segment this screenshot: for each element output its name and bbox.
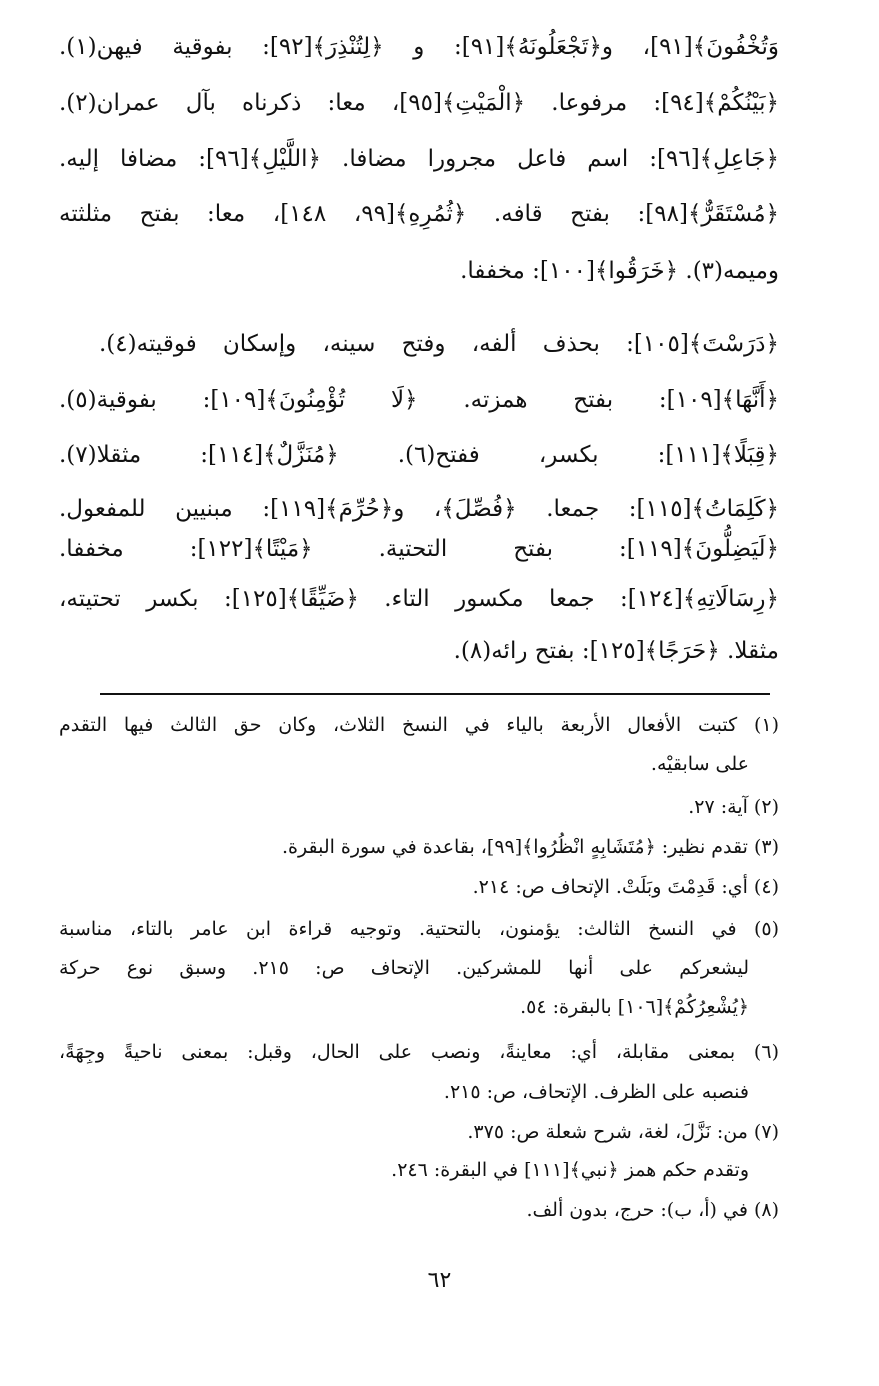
main-text-line: وميمه(٣). ﴿خَرَقُوا﴾[١٠٠]: مخففا. [460,258,779,284]
footnote-line: (٢) آية: ٢٧. [688,796,779,818]
main-text-line: ﴿دَرَسْتَ﴾[١٠٥]: بحذف ألفه، وفتح سينه، وإسكان فوقيته(٤). [99,331,779,357]
footnote-line: فنصبه على الظرف. الإتحاف، ص: ٢١٥. [443,1081,749,1103]
page-number: ٦٢ [427,1268,452,1293]
main-text-line: ﴿أَنَّهَا﴾[١٠٩]: بفتح همزته. ﴿لَا تُؤْمِنُونَ﴾[١٠٩]: بفوقية(٥). [59,387,779,413]
main-text-line: ﴿كَلِمَاتُ﴾[١١٥]: جمعا. ﴿فُصِّلَ﴾، و﴿حُرِّمَ﴾[١١٩]: مبنيين للمفعول. [59,496,779,522]
footnote-separator [100,693,770,695]
footnote-line: (٥) في النسخ الثالث: يؤمنون، بالتحتية. وتوجيه قراءة ابن عامر بالتاء، مناسبة [59,918,779,940]
footnote-line: ﴿يُشْعِرُكُمْ﴾[١٠٦] بالبقرة: ٥٤. [520,996,749,1018]
main-text-line: ﴿مُسْتَقَرٌّ﴾[٩٨]: بفتح قافه. ﴿ثُمُرِهِ﴾[٩٩، ١٤٨]، معا: بفتح مثلثته [59,201,780,227]
main-text-line: مثقلا. ﴿حَرَجًا﴾[١٢٥]: بفتح رائه(٨). [453,638,779,664]
main-text-line: ﴿رِسَالَاتِهِ﴾[١٢٤]: جمعا مكسور التاء. ﴿ضَيِّقًا﴾[١٢٥]: بكسر تحتيته، [59,586,780,612]
footnote-line: وتقدم حكم همز ﴿نبي﴾[١١١] في البقرة: ٢٤٦. [391,1159,749,1181]
footnote-line: (٦) بمعنى مقابلة، أي: معاينةً، ونصب على الحال، وقبل: بمعنى ناحيةً وجِهَةً، [59,1041,779,1063]
footnote-line: (٤) أي: قَدِمْتَ وبَلَتْ. الإتحاف ص: ٢١٤. [472,876,779,898]
main-text-line: ﴿قِبَلًا﴾[١١١]: بكسر، ففتح(٦). ﴿مُنَزَّلٌ﴾[١١٤]: مثقلا(٧). [59,442,780,468]
footnote-line: على سابقيْه. [650,753,749,775]
footnote-line: (٧) من: نَزَّلَ، لغة، شرح شعلة ص: ٣٧٥. [467,1121,779,1143]
footnote-line: (٣) تقدم نظير: ﴿مُتَشَابِهٍ انْظُرُوا﴾[٩٩]، بقاعدة في سورة البقرة. [282,836,779,858]
main-text-line: ﴿جَاعِلِ﴾[٩٦]: اسم فاعل مجرورا مضافا. ﴿اللَّيْلِ﴾[٩٦]: مضافا إليه. [59,146,779,172]
footnote-line: (٨) في (أ، ب): حرج، بدون ألف. [526,1199,779,1221]
footnote-line: (١) كتبت الأفعال الأربعة بالياء في النسخ الثلاث، وكان حق الثالث فيها التقدم [59,714,779,736]
main-text-line: وَتُخْفُونَ﴾[٩١]، و﴿تَجْعَلُونَهُ﴾[٩١]: و ﴿لِتُنْذِرَ﴾[٩٢]: بفوقية فيهن(١). [59,34,779,60]
main-text-line: ﴿لَيَضِلُّونَ﴾[١١٩]: بفتح التحتية. ﴿مَيْتًا﴾[١٢٢]: مخففا. [59,536,779,562]
footnote-line: ليشعركم على أنها للمشركين. الإتحاف ص: ٢١٥. وسبق نوع حركة [59,957,750,979]
main-text-line: ﴿بَيْنُكُمْ﴾[٩٤]: مرفوعا. ﴿الْمَيْتِ﴾[٩٥]، معا: ذكرناه بآل عمران(٢). [59,90,779,116]
